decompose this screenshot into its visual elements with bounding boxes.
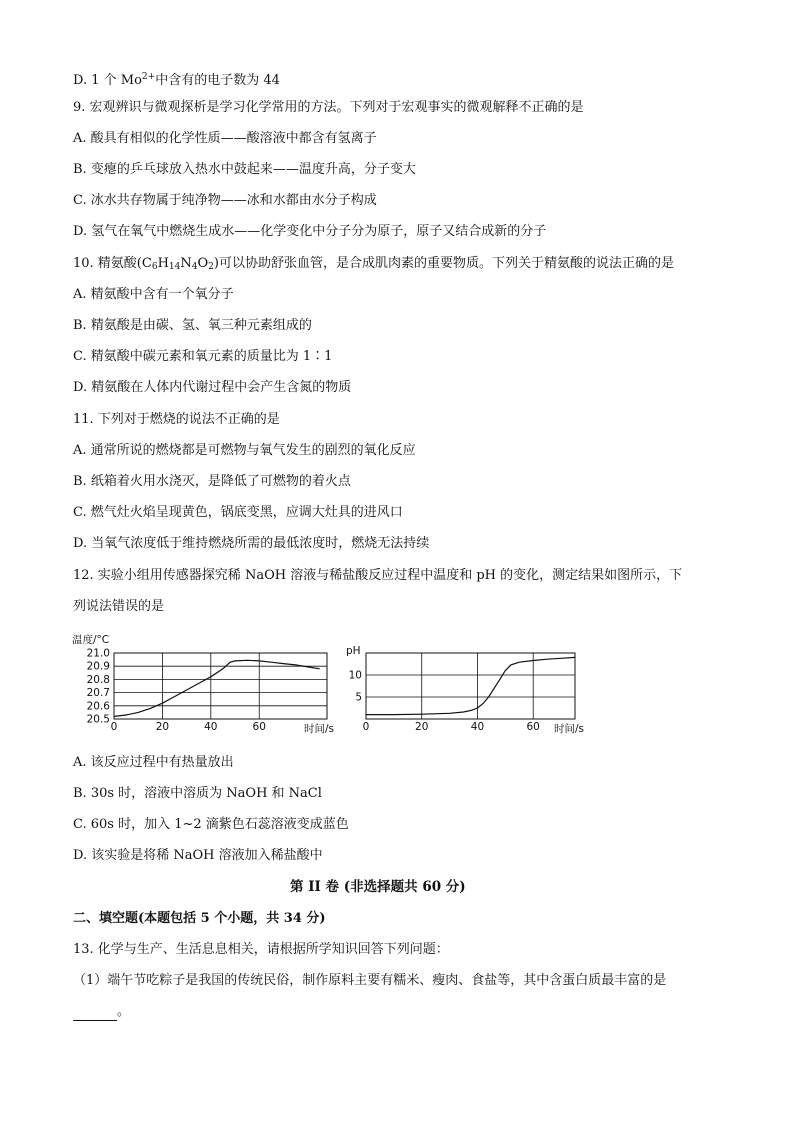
q10-option-c: C. 精氨酸中碳元素和氧元素的质量比为 1∶1 (73, 349, 333, 364)
q8-option-d: D. 1 个 $Mo^{2+}$中含有的电子数为 44 (73, 72, 280, 88)
temp-chart-ylabel: 温度/°C (72, 634, 110, 646)
q12-option-a: A. 该反应过程中有热量放出 (73, 755, 234, 770)
q13-sub1: （1）端午节吃粽子是我国的传统民俗，制作原料主要有糯米、瘦肉、食盐等，其中含蛋白质最丰富的是 (73, 973, 667, 988)
ph-chart-ylabel: pH (346, 645, 361, 657)
q9-option-b: B. 变瘪的乒乓球放入热水中鼓起来——温度升高，分子变大 (73, 162, 416, 177)
ph-chart-xlabel: 时间/s (554, 723, 585, 735)
y-tick-label: 20.6 (86, 700, 110, 713)
temp-chart-xlabel: 时间/s (304, 723, 335, 735)
q10-stem: 10. 精氨酸$(C_6H_{14}N_4O_2)$可以协助舒张血管，是合成肌肉素的重要物质。下列关于精氨酸的说法正确的是 (73, 256, 674, 272)
q9-option-a: A. 酸具有相似的化学性质——酸溶液中都含有氢离子 (73, 131, 377, 146)
q11-option-d: D. 当氧气浓度低于维持燃烧所需的最低浓度时，燃烧无法持续 (73, 536, 430, 551)
q10-option-b: B. 精氨酸是由碳、氢、氧三种元素组成的 (73, 318, 312, 333)
x-tick-label: 40 (204, 721, 218, 733)
y-tick-label: 10 (348, 669, 362, 682)
ph-chart-series-line (366, 657, 575, 714)
q13-sub1-answer-line: 。 (73, 1003, 130, 1021)
ph-chart-grid (366, 653, 575, 719)
y-tick-label: 20.5 (86, 713, 110, 726)
ph-chart (342, 628, 592, 740)
x-tick-label: 20 (155, 721, 170, 733)
ph-chart-ticks (349, 670, 540, 734)
y-tick-label: 20.9 (86, 660, 110, 673)
q12-option-d: D. 该实验是将稀 NaOH 溶液加入稀盐酸中 (73, 848, 323, 863)
chart-frame (114, 653, 327, 719)
x-tick-label: 20 (415, 721, 429, 733)
y-tick-label: 20.8 (86, 673, 110, 686)
x-tick-label: 40 (470, 721, 485, 733)
q11-option-b: B. 纸箱着火用水浇灭，是降低了可燃物的着火点 (73, 474, 351, 489)
q9-option-c: C. 冰水共存物属于纯净物——冰和水都由水分子构成 (73, 193, 377, 208)
part-2-title: 二、填空题(本题包括 5 个小题，共 34 分) (73, 911, 326, 926)
q11-stem: 11. 下列对于燃烧的说法不正确的是 (73, 412, 280, 427)
y-tick-label: 20.7 (86, 687, 110, 700)
y-tick-label: 21.0 (86, 647, 110, 660)
q13-stem: 13. 化学与生产、生活息息相关，请根据所学知识回答下列问题： (73, 942, 449, 957)
temperature-chart (70, 628, 350, 740)
x-tick-label: 60 (526, 721, 540, 733)
q9-option-d: D. 氢气在氧气中燃烧生成水——化学变化中分子分为原子，原子又结合成新的分子 (73, 224, 547, 239)
q11-option-a: A. 通常所说的燃烧都是可燃物与氧气发生的剧烈的氧化反应 (73, 443, 416, 458)
q9-stem: 9. 宏观辨识与微观探析是学习化学常用的方法。下列对于宏观事实的微观解释不正确的是 (73, 100, 584, 115)
q11-option-c: C. 燃气灶火焰呈现黄色，锅底变黑，应调大灶具的进风口 (73, 505, 403, 520)
y-tick-label: 5 (355, 691, 362, 704)
x-tick-label: 0 (362, 721, 370, 733)
answer-blank[interactable] (73, 1006, 117, 1021)
q12-stem-line2: 列说法错误的是 (73, 599, 165, 614)
q12-option-b: B. 30s 时，溶液中溶质为 NaOH 和 NaCl (73, 786, 322, 801)
q12-option-c: C. 60s 时，加入 1~2 滴紫色石蕊溶液变成蓝色 (73, 817, 349, 832)
q12-stem-line1: 12. 实验小组用传感器探究稀 NaOH 溶液与稀盐酸反应过程中温度和 pH 的变化，测定结果如图所示，下 (73, 568, 683, 583)
section-2-title: 第 II 卷 (非选择题共 60 分) (290, 879, 466, 895)
q10-option-d: D. 精氨酸在人体内代谢过程中会产生含氮的物质 (73, 380, 352, 395)
q10-option-a: A. 精氨酸中含有一个氧分子 (73, 287, 234, 302)
temp-chart-grid (114, 653, 327, 719)
chart-frame (366, 653, 575, 719)
temp-chart-series-line (114, 660, 320, 716)
x-tick-label: 60 (252, 721, 266, 733)
x-tick-label: 0 (110, 721, 118, 733)
